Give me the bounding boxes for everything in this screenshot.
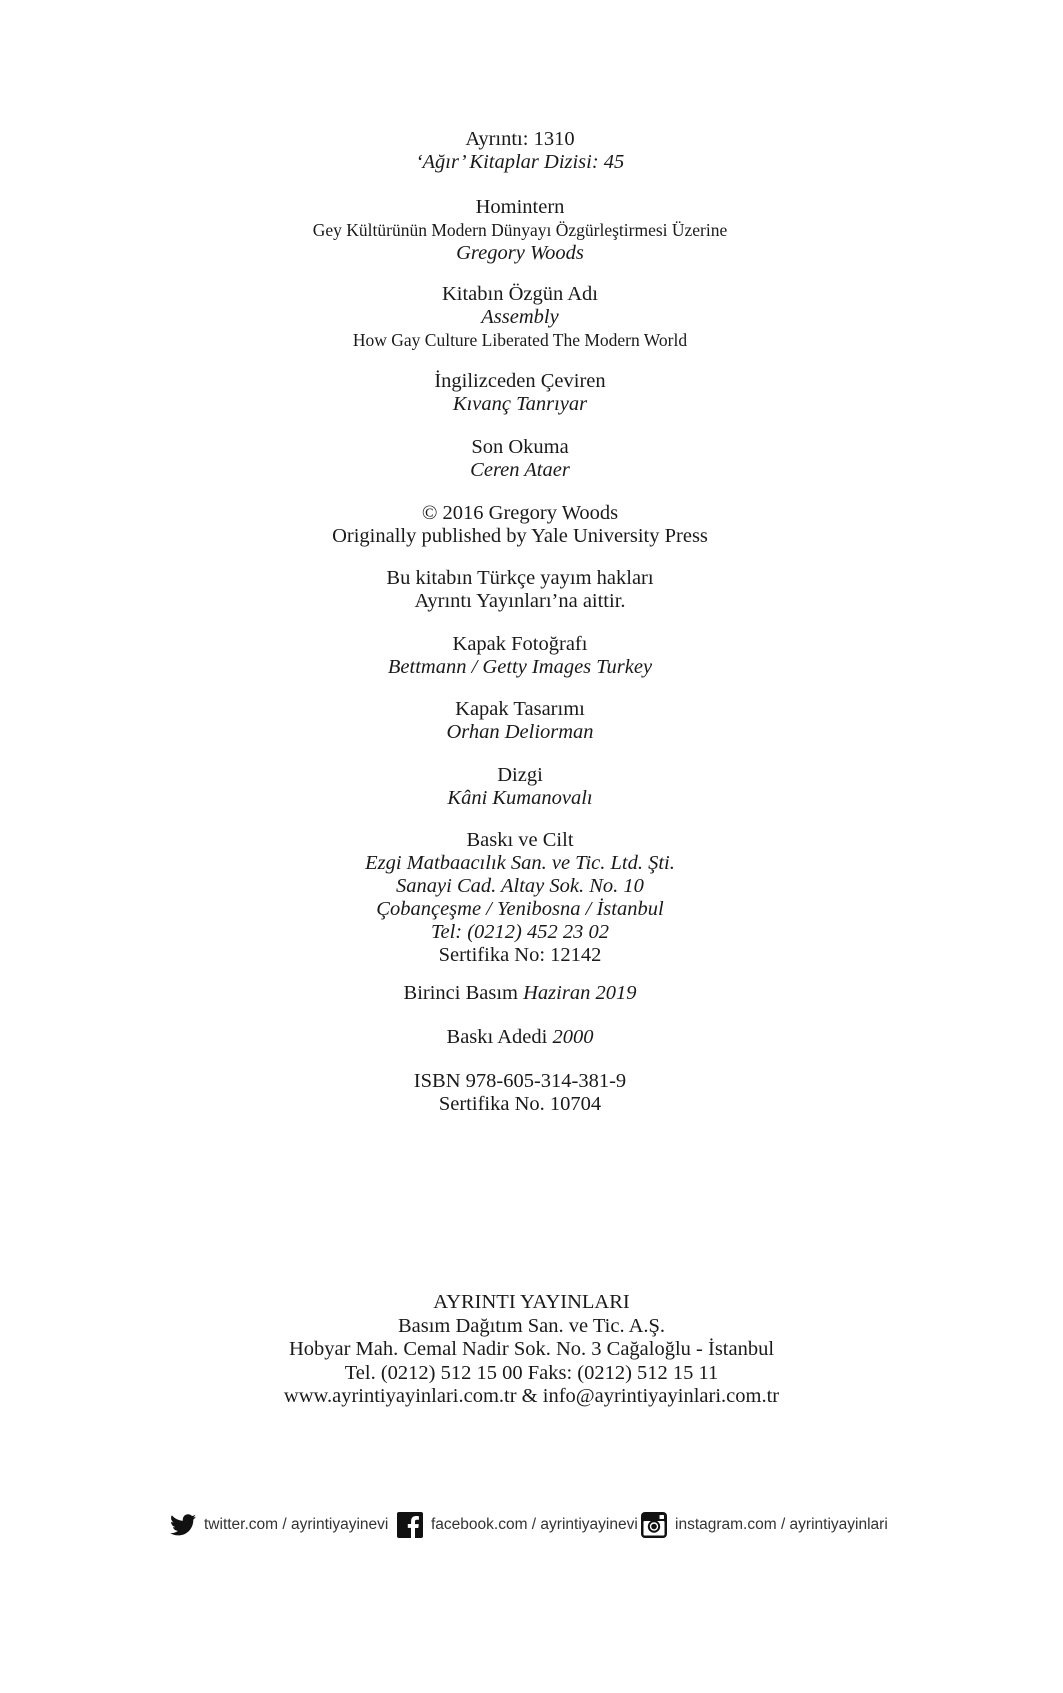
proofreading-heading: Son Okuma [471,436,569,458]
instagram-icon [641,1512,667,1538]
printer-address-1: Sanayi Cad. Altay Sok. No. 10 [396,875,644,897]
series-name: ‘Ağır’ Kitaplar Dizisi: 45 [415,151,625,173]
translator-name: Kıvanç Tanrıyar [452,393,588,415]
first-edition-block [160,982,880,1005]
publisher-company: Basım Dağıtım San. ve Tic. A.Ş. [397,1314,666,1337]
translator-block [160,370,880,416]
original-title-block [160,283,880,352]
publisher-web-email: www.ayrintiyayinlari.com.tr & info@ayrintiyayinlari.com.tr [283,1385,780,1407]
twitter-handle: twitter.com / ayrintiyayinevi [204,1516,389,1533]
rights-block [160,567,880,613]
printer-certificate: Sertifika No: 12142 [438,944,602,966]
original-publisher-line: Originally published by Yale University Press [332,525,708,547]
cover-designer-name: Orhan Deliorman [446,721,594,743]
cover-photo-heading: Kapak Fotoğrafı [452,633,588,655]
publisher-name: AYRINTI YAYINLARI [433,1291,630,1313]
twitter-icon [170,1514,196,1536]
rights-line-1: Bu kitabın Türkçe yayım hakları [386,567,654,589]
typesetting-heading: Dizgi [497,764,543,786]
instagram-handle: instagram.com / ayrintiyayinlari [675,1516,888,1533]
cover-design-heading: Kapak Tasarımı [455,698,585,720]
cover-photo-block [160,633,880,679]
facebook-link[interactable] [397,1512,638,1538]
isbn-number: ISBN 978-605-314-381-9 [413,1070,627,1092]
printer-address-2: Çobançeşme / Yenibosna / İstanbul [376,898,664,920]
original-title: Assembly [481,306,559,328]
printer-company: Ezgi Matbaacılık San. ve Tic. Ltd. Şti. [365,852,675,874]
series-block [160,128,880,174]
typesetting-block [160,764,880,810]
social-links [0,1512,1063,1544]
publisher-address: Hobyar Mah. Cemal Nadir Sok. No. 3 Cağaloğlu - İstanbul [288,1338,775,1360]
twitter-link[interactable] [170,1514,388,1536]
original-subtitle: How Gay Culture Liberated The Modern World [352,330,688,350]
publisher-block [0,1291,1063,1409]
translator-heading: İngilizceden Çeviren [434,370,606,392]
instagram-link[interactable] [641,1512,888,1538]
print-run-block [160,1026,880,1049]
facebook-handle: facebook.com / ayrintiyayinevi [431,1516,638,1533]
isbn-block [160,1070,880,1116]
cover-design-block [160,698,880,744]
copyright-line: © 2016 Gregory Woods [421,502,619,524]
proofreader-name: Ceren Ataer [470,459,570,481]
cover-photo-credit: Bettmann / Getty Images Turkey [387,656,653,678]
original-title-heading: Kitabın Özgün Adı [441,283,598,305]
first-edition-label: Birinci Basım [403,982,518,1004]
printing-block [160,829,880,967]
book-author: Gregory Woods [456,242,584,264]
series-number: Ayrıntı: 1310 [465,128,575,150]
book-title: Homintern [475,196,565,218]
proofreading-block [160,436,880,482]
print-run-count: 2000 [552,1026,594,1048]
typesetter-name: Kâni Kumanovalı [447,787,593,809]
first-edition-date: Haziran 2019 [523,982,637,1004]
publisher-phone-fax: Tel. (0212) 512 15 00 Faks: (0212) 512 15 11 [344,1361,719,1384]
title-block [160,196,880,265]
printing-heading: Baskı ve Cilt [466,829,574,851]
book-subtitle: Gey Kültürünün Modern Dünyayı Özgürleştirmesi Üzerine [312,220,728,240]
printer-phone: Tel: (0212) 452 23 02 [430,921,610,943]
facebook-icon [397,1512,423,1538]
print-run-label: Baskı Adedi [446,1026,548,1048]
rights-line-2: Ayrıntı Yayınları’na aittir. [414,590,626,612]
copyright-block [160,502,880,548]
publisher-certificate: Sertifika No. 10704 [438,1093,602,1115]
